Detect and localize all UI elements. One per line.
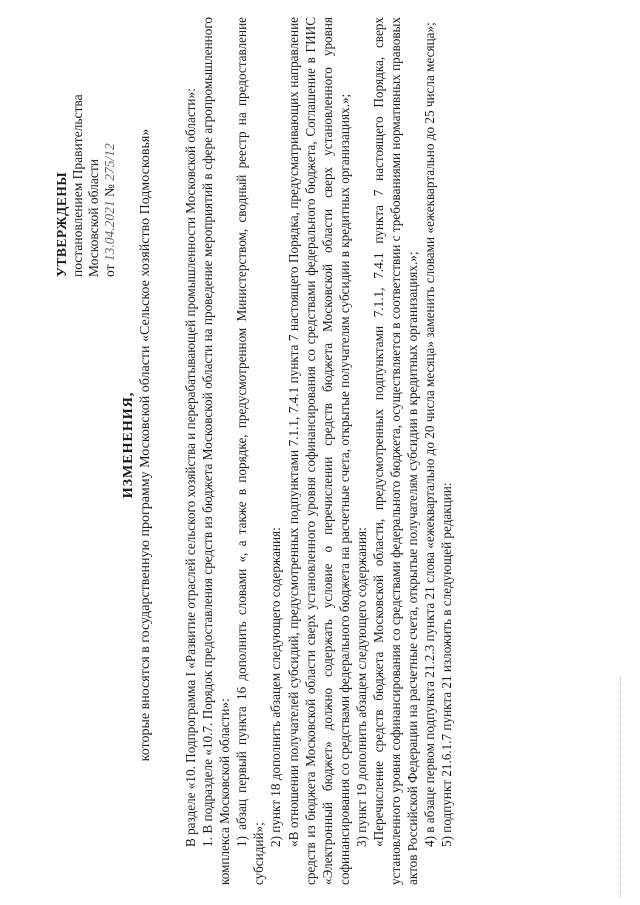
paragraph-item-1: 1) абзац первый пункта 16 дополнить словами «, а также в порядке, предусмотренном Министерством, сводный реестр на предоставление субсидий»; bbox=[234, 17, 267, 885]
document-body bbox=[182, 17, 456, 885]
paragraph-intro: В разделе «10. Подпрограмма I «Развитие отраслей сельского хозяйства и перерабатывающей промышленности Московской области»: bbox=[183, 88, 198, 847]
paragraph-quote-1: «В отношении получателей субсидий, предусмотренных подпунктами 7.1.1, 7.4.1 пункта 7 настоящего Порядка, предусматривающих направление средств из бюджета Московской области сверх установленного уровня софинансирования со средствами федерального бюджета, Соглашение в ГИИС «Электронный бюджет» должно содержать условие о перечислении средств бюджета Московской области сверх установленного уровня софинансирования со средствами федерального бюджета на расчетные счета, открытые получателям субсидии в кредитных организациях.»; bbox=[285, 17, 352, 885]
document-title: ИЗМЕНЕНИЯ, bbox=[121, 391, 136, 499]
approval-number: 275/12 bbox=[102, 143, 117, 181]
paragraph-item-5: 5) подпункт 21.6.1.7 пункта 21 изложить в следующей редакции: bbox=[439, 482, 455, 847]
paragraph-item-4: 4) в абзаце первом подпункта 21.2.3 пункта 21 слова «ежеквартально до 20 числа месяца» заменить словами «ежеквартально до 25 числа месяца»; bbox=[422, 22, 438, 847]
paragraph-item-2: 2) пункт 18 дополнить абзацем следующего содержания: bbox=[268, 527, 284, 847]
approval-stamp bbox=[54, 7, 118, 277]
document-heading bbox=[120, 85, 154, 805]
approval-date: 13.04.2021 bbox=[102, 200, 117, 262]
paragraph-subsection: 1. В подразделе «10.7. Порядок предоставления средств из бюджета Московской области на проведение мероприятий в сфере агропромышленного комплекса Московской области»: bbox=[200, 17, 233, 885]
approval-title: УТВЕРЖДЕНЫ bbox=[54, 171, 69, 277]
approval-line-1: постановлением Правительства bbox=[70, 94, 85, 277]
paragraph-item-3: 3) пункт 19 дополнить абзацем следующего содержания: bbox=[353, 527, 369, 847]
scan-edge-line bbox=[620, 677, 621, 897]
approval-number-sign: № bbox=[102, 184, 117, 198]
document-subtitle: которые вносятся в государственную программу Московской области «Сельское хозяйство Подмосковья» bbox=[138, 128, 153, 762]
approval-date-line bbox=[102, 7, 118, 277]
approval-date-prefix: от bbox=[102, 264, 117, 277]
approval-line-2: Московской области bbox=[86, 158, 101, 277]
paragraph-quote-2: «Перечисление средств бюджета Московской области, предусмотренных подпунктами 7.1.1, 7.4.1 пункта 7 настоящего Порядка, сверх установленного уровня софинансирования со средствами федерального бюджета, осуществляется в соответствии с требованиями нормативных правовых актов Российской Федерации на расчетные счета, открытые получателям субсидии в кредитных организациях.»; bbox=[371, 17, 421, 885]
